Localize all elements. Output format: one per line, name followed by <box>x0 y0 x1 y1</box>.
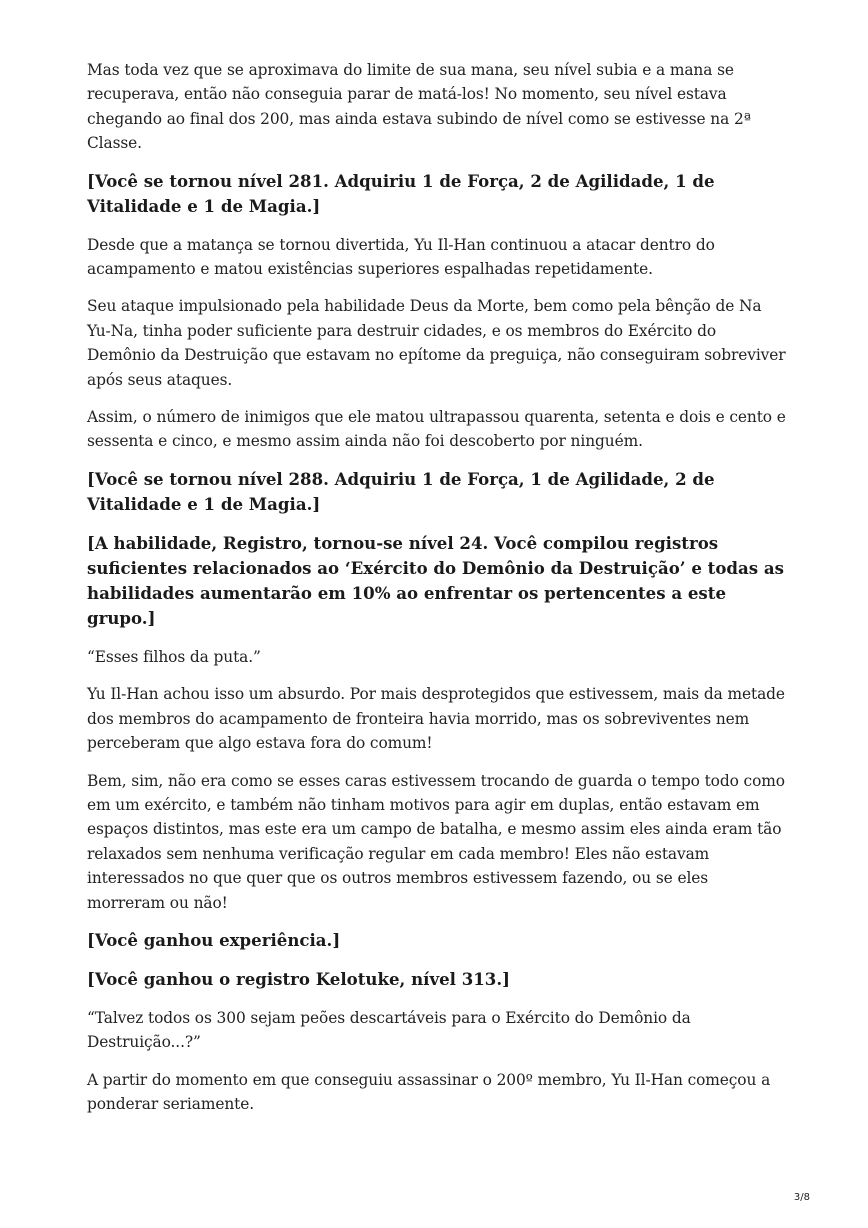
paragraph: Assim, o número de inimigos que ele matou ultrapassou quarenta, setenta e dois e cento e sessenta e cinco, e mesmo assim ainda não foi descoberto por ninguém. <box>87 408 786 451</box>
paragraph: Yu Il-Han achou isso um absurdo. Por mais desprotegidos que estivessem, mais da metade dos membros do acampamento de fronteira havia morrido, mas os sobreviventes nem perceberam que algo estava fora do comum! <box>87 685 785 753</box>
paragraph: Bem, sim, não era como se esses caras estivessem trocando de guarda o tempo todo como em um exército, e também não tinham motivos para agir em duplas, então estavam em espaços distintos, mas este era um campo de batalha, e mesmo assim eles ainda eram tão relaxados sem nenhuma verificação regular em cada membro! Eles não estavam interessados no que quer que os outros membros estivessem fazendo, ou se eles morreram ou não! <box>87 771 785 912</box>
system-message: [Você se tornou nível 281. Adquiriu 1 de Força, 2 de Agilidade, 1 de Vitalidade e 1 de Magia.] <box>87 170 715 216</box>
paragraph: Desde que a matança se tornou divertida, Yu Il-Han continuou a atacar dentro do acampamento e matou existências superiores espalhadas repetidamente. <box>87 235 715 279</box>
dialogue-line: “Talvez todos os 300 sejam peões descartáveis para o Exército do Demônio da Destruição...?” <box>87 1008 691 1052</box>
system-message: [Você ganhou o registro Kelotuke, nível 313.] <box>87 968 510 989</box>
paragraph: A partir do momento em que conseguiu assassinar o 200º membro, Yu Il-Han começou a ponderar seriamente. <box>87 1070 771 1114</box>
system-message: [Você ganhou experiência.] <box>87 929 341 950</box>
page-number: 3/8 <box>793 1192 810 1203</box>
paragraph: Seu ataque impulsionado pela habilidade Deus da Morte, bem como pela bênção de Na Yu-Na, tinha poder suficiente para destruir cidades, e os membros do Exército do Demônio da Destruição que estavam no epítome da preguiça, não conseguiram sobreviver após seus ataques. <box>87 297 786 389</box>
system-message: [Você se tornou nível 288. Adquiriu 1 de Força, 1 de Agilidade, 2 de Vitalidade e 1 de Magia.] <box>87 468 715 514</box>
paragraph: Mas toda vez que se aproximava do limite de sua mana, seu nível subia e a mana se recuperava, então não conseguia parar de matá-los! No momento, seu nível estava chegando ao final dos 200, mas ainda estava subindo de nível como se estivesse na 2ª Classe. <box>87 61 751 153</box>
system-message: [A habilidade, Registro, tornou-se nível 24. Você compilou registros suficientes relacionados ao ‘Exército do Demônio da Destruição’ e todas as habilidades aumentarão em 10% ao enfrentar os pertencentes a este grupo.] <box>87 532 784 628</box>
document-body <box>87 58 787 1130</box>
dialogue-line: “Esses filhos da puta.” <box>87 647 261 666</box>
